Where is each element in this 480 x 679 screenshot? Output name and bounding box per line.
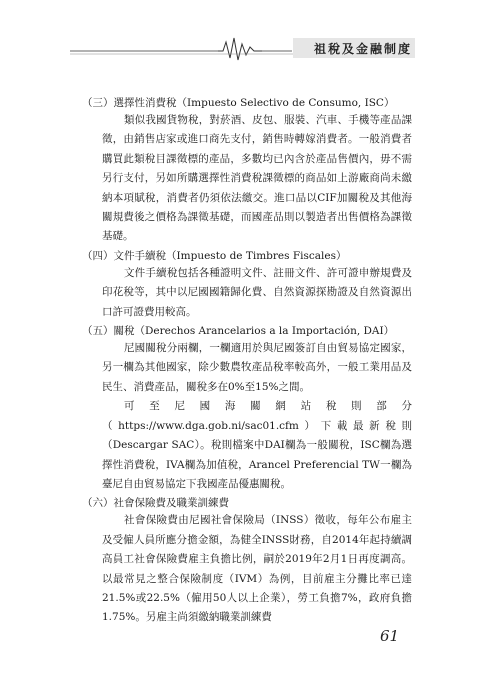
section-selective-consumption-tax xyxy=(82,96,412,247)
section-customs-duties xyxy=(82,324,412,494)
section-social-insurance xyxy=(82,496,412,627)
paragraph: 尼國關稅分兩欄，一欄適用於與尼國簽訂自由貿易協定國家，另一欄為其他國家，除少數農牧產品稅率較高外，一般工業用品及民生、消費產品，關稅多在0%至15%之間。 xyxy=(102,342,412,393)
section-stamp-tax xyxy=(82,249,412,322)
paragraph: 類似我國貨物稅，對菸酒、皮包、服裝、汽車、手機等產品課徵，由銷售店家或進口商先支付，銷售時轉嫁消費者。一般消費者購買此類稅目課徵標的產品，多數均已內含於產品售價內，毋不需另行支付，另如所購選擇性消費稅課徵標的商品如上游廠商尚未繳納本項賦稅，消費者仍須依法繳交。進口品以CIF加關稅及其他海關規費後之價格為課徵基礎，而國產品則以製造者出售價格為課徵基礎。 xyxy=(102,114,412,243)
page-header xyxy=(0,0,480,70)
paragraph: 社會保險費由尼國社會保險局（INSS）徵收，每年公布雇主及受僱人員所應分擔金額，為健全INSS財務，自2014年起持續調高員工社會保險費雇主負擔比例，嗣於2019年2月1日再度調高。以最常見之整合保險制度（IVM）為例，目前雇主分攤比率已達21.5%或22.5%（僱用50人以上企業），勞工負擔7%，政府負擔1.75%。另雇主尚須繳納職業訓練費 xyxy=(102,514,412,624)
page-body xyxy=(82,96,412,630)
section-heading: （三）選擇性消費稅（Impuesto Selectivo de Consumo, ISC） xyxy=(82,97,395,109)
header-title: 祖稅及金融制度 xyxy=(313,42,412,56)
paragraph: 可至尼國海關網站稅則部分（https://www.dga.gob.ni/sac01.cfm）下載最新稅則（Descargar SAC）。稅則檔案中DAI欄為一般關稅，ISC欄為選擇性消費稅，IVA欄為加值稅，Arancel Preferencial TW一欄為臺尼自由貿易協定下我國產品優惠關稅。 xyxy=(102,400,412,490)
page-number: 61 xyxy=(380,627,400,645)
section-heading: （四）文件手續稅（Impuesto de Timbres Fiscales） xyxy=(82,249,347,262)
paragraph: 文件手續稅包括各種證明文件、註冊文件、許可證申辦規費及印花稅等，其中以尼國國籍歸化費、自然資源探勘證及自然資源出口許可證費用較高。 xyxy=(102,266,412,318)
section-heading: （五）關稅（Derechos Arancelarios a la Importación, DAI） xyxy=(82,325,395,338)
section-heading: （六）社會保險費及職業訓練費 xyxy=(82,497,229,510)
header-pulse-line xyxy=(0,0,480,70)
